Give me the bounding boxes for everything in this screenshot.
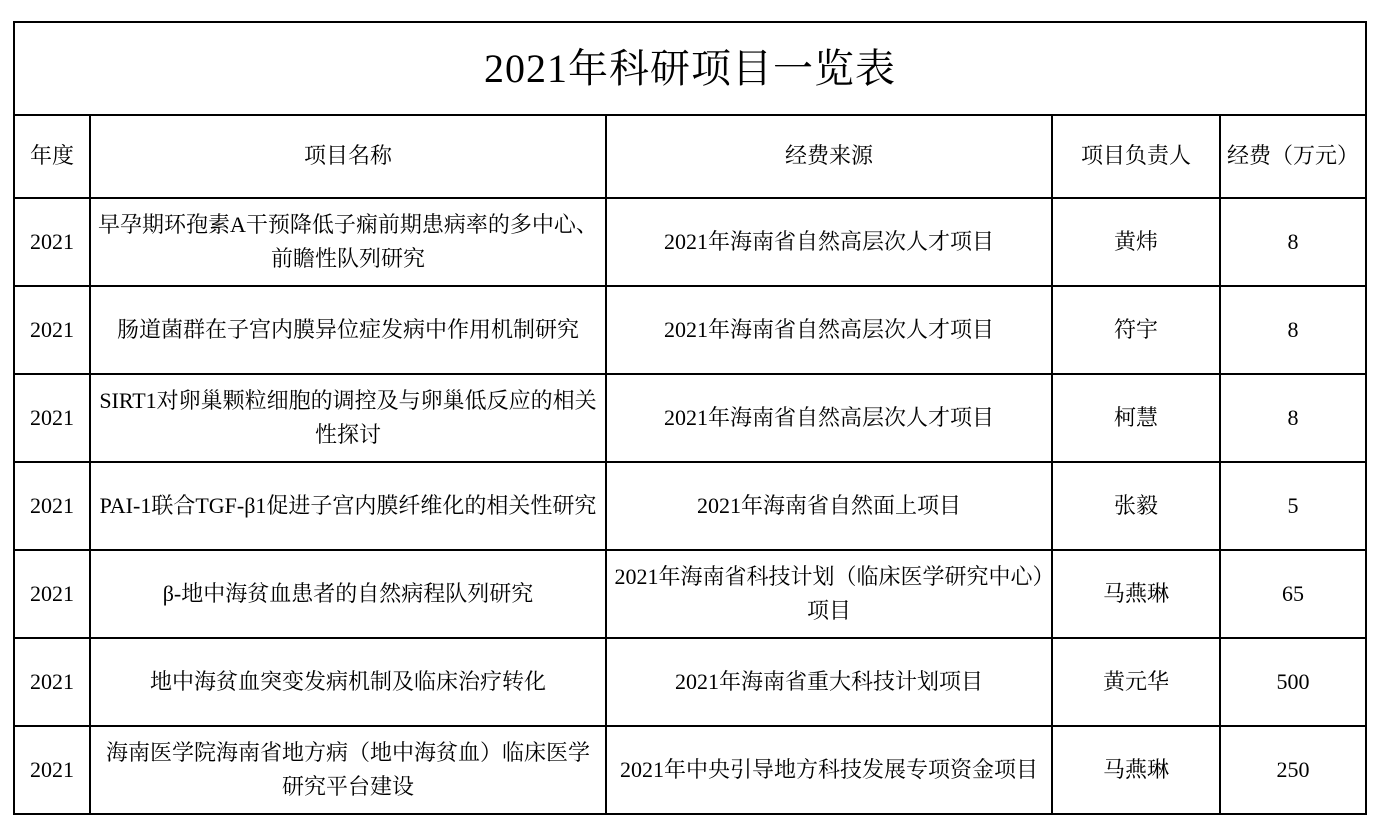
cell-funding-source: 2021年海南省科技计划（临床医学研究中心）项目 bbox=[606, 550, 1052, 638]
header-project-name: 项目名称 bbox=[90, 115, 606, 198]
cell-year: 2021 bbox=[14, 198, 90, 286]
cell-project-name: SIRT1对卵巢颗粒细胞的调控及与卵巢低反应的相关性探讨 bbox=[90, 374, 606, 462]
cell-amount: 250 bbox=[1220, 726, 1366, 814]
cell-year: 2021 bbox=[14, 726, 90, 814]
cell-funding-source: 2021年海南省自然面上项目 bbox=[606, 462, 1052, 550]
cell-funding-source: 2021年海南省自然高层次人才项目 bbox=[606, 198, 1052, 286]
cell-year: 2021 bbox=[14, 638, 90, 726]
cell-project-name: 海南医学院海南省地方病（地中海贫血）临床医学研究平台建设 bbox=[90, 726, 606, 814]
cell-funding-source: 2021年中央引导地方科技发展专项资金项目 bbox=[606, 726, 1052, 814]
cell-amount: 5 bbox=[1220, 462, 1366, 550]
document-sheet bbox=[13, 21, 1365, 815]
table-row bbox=[14, 462, 1366, 550]
cell-leader: 符宇 bbox=[1052, 286, 1220, 374]
cell-amount: 8 bbox=[1220, 374, 1366, 462]
cell-project-name: PAI-1联合TGF-β1促进子宫内膜纤维化的相关性研究 bbox=[90, 462, 606, 550]
table-row bbox=[14, 550, 1366, 638]
header-year: 年度 bbox=[14, 115, 90, 198]
header-funding-source: 经费来源 bbox=[606, 115, 1052, 198]
table-row bbox=[14, 286, 1366, 374]
cell-funding-source: 2021年海南省重大科技计划项目 bbox=[606, 638, 1052, 726]
table-row bbox=[14, 638, 1366, 726]
cell-year: 2021 bbox=[14, 462, 90, 550]
cell-leader: 马燕琳 bbox=[1052, 550, 1220, 638]
cell-leader: 黄元华 bbox=[1052, 638, 1220, 726]
table-row bbox=[14, 374, 1366, 462]
cell-year: 2021 bbox=[14, 550, 90, 638]
page-title: 2021年科研项目一览表 bbox=[14, 22, 1366, 115]
cell-leader: 马燕琳 bbox=[1052, 726, 1220, 814]
cell-amount: 500 bbox=[1220, 638, 1366, 726]
cell-leader: 黄炜 bbox=[1052, 198, 1220, 286]
cell-project-name: 地中海贫血突变发病机制及临床治疗转化 bbox=[90, 638, 606, 726]
cell-project-name: 肠道菌群在子宫内膜异位症发病中作用机制研究 bbox=[90, 286, 606, 374]
cell-amount: 65 bbox=[1220, 550, 1366, 638]
cell-year: 2021 bbox=[14, 286, 90, 374]
cell-funding-source: 2021年海南省自然高层次人才项目 bbox=[606, 374, 1052, 462]
table-header-row bbox=[14, 115, 1366, 198]
table-row bbox=[14, 726, 1366, 814]
cell-leader: 张毅 bbox=[1052, 462, 1220, 550]
cell-leader: 柯慧 bbox=[1052, 374, 1220, 462]
cell-amount: 8 bbox=[1220, 198, 1366, 286]
header-amount: 经费（万元） bbox=[1220, 115, 1366, 198]
cell-project-name: 早孕期环孢素A干预降低子痫前期患病率的多中心、前瞻性队列研究 bbox=[90, 198, 606, 286]
research-projects-table bbox=[13, 21, 1367, 815]
cell-amount: 8 bbox=[1220, 286, 1366, 374]
table-row bbox=[14, 198, 1366, 286]
header-leader: 项目负责人 bbox=[1052, 115, 1220, 198]
table-title-row bbox=[14, 22, 1366, 115]
cell-project-name: β-地中海贫血患者的自然病程队列研究 bbox=[90, 550, 606, 638]
cell-year: 2021 bbox=[14, 374, 90, 462]
cell-funding-source: 2021年海南省自然高层次人才项目 bbox=[606, 286, 1052, 374]
